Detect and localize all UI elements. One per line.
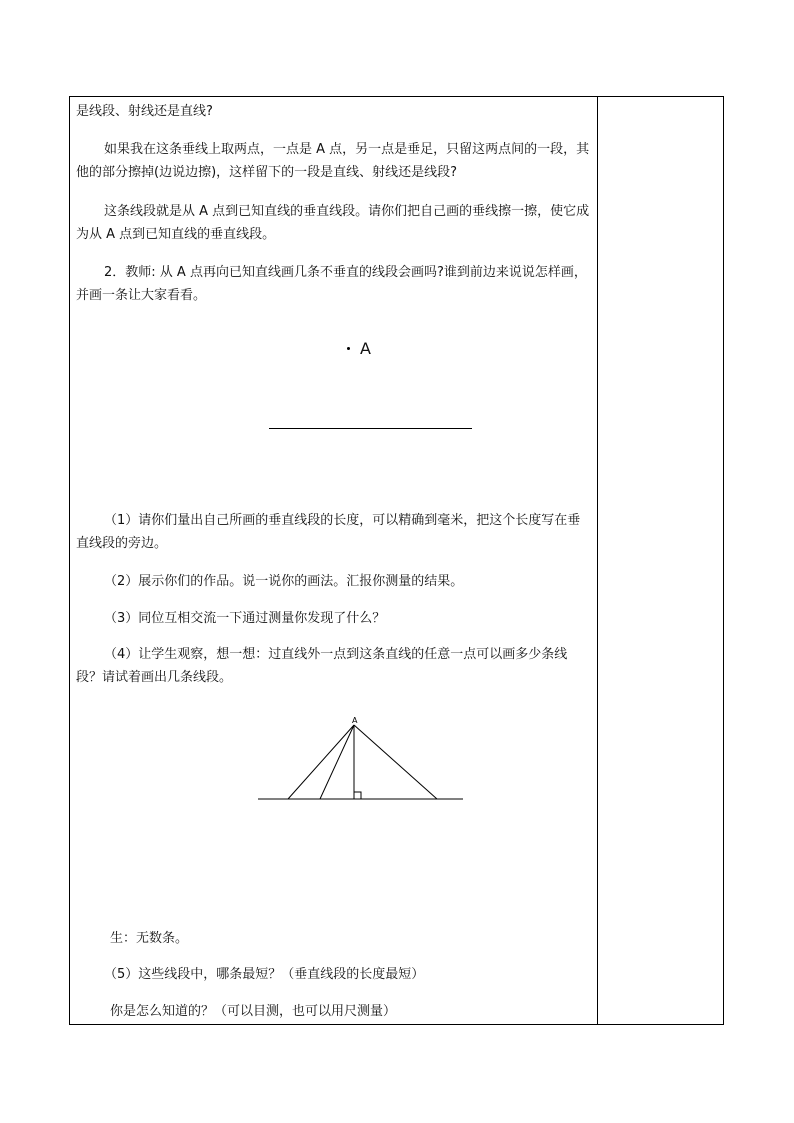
notes-cell <box>598 97 723 1024</box>
paragraph-step-4: （4）让学生观察，想一想：过直线外一点到这条直线的任意一点可以画多少条线段？请试着画出几条线段。 <box>76 647 568 685</box>
paragraph-answer-infinite: 生：无数条。 <box>110 931 189 946</box>
paragraph-take-two-points: 如果我在这条垂线上取两点，一点是 A 点，另一点是垂足，只留这两点间的一段，其他的部分擦掉(边说边擦)，这样留下的一段是直线、射线还是线段? <box>76 142 590 180</box>
segment-middle <box>320 725 354 799</box>
paragraph-step-2: （2）展示你们的作品。说一说你的画法。汇报你测量的结果。 <box>104 574 464 589</box>
paragraph-how-know: 你是怎么知道的？（可以目测，也可以用尺测量） <box>110 1004 397 1019</box>
figure-segments-from-point <box>256 709 466 805</box>
lesson-content-cell <box>70 97 597 1024</box>
point-a-label: A <box>360 339 371 358</box>
lesson-table <box>69 96 724 1025</box>
segment-left <box>288 725 354 799</box>
paragraph-question-line-type: 是线段、射线还是直线? <box>76 104 213 119</box>
apex-a-label: A <box>352 716 358 725</box>
right-angle-mark <box>354 792 361 799</box>
paragraph-step-3: （3）同位互相交流一下通过测量你发现了什么？ <box>104 611 386 626</box>
paragraph-step-5: （5）这些线段中，哪条最短？（垂直线段的长度最短） <box>104 967 425 982</box>
paragraph-perpendicular-segment: 这条线段就是从 A 点到已知直线的垂直线段。请你们把自己画的垂线擦一擦，使它成为从 A 点到已知直线的垂直线段。 <box>76 204 590 242</box>
paragraph-step-1: （1）请你们量出自己所画的垂直线段的长度，可以精确到毫米，把这个长度写在垂直线段的旁边。 <box>76 513 581 551</box>
paragraph-teacher-instruction: 2．教师: 从 A 点再向已知直线画几条不垂直的线段会画吗?谁到前边来说说怎样画，并画一条让大家看看。 <box>76 265 587 303</box>
segment-right <box>354 725 437 799</box>
point-a-dot <box>347 347 350 350</box>
given-line <box>269 428 472 429</box>
